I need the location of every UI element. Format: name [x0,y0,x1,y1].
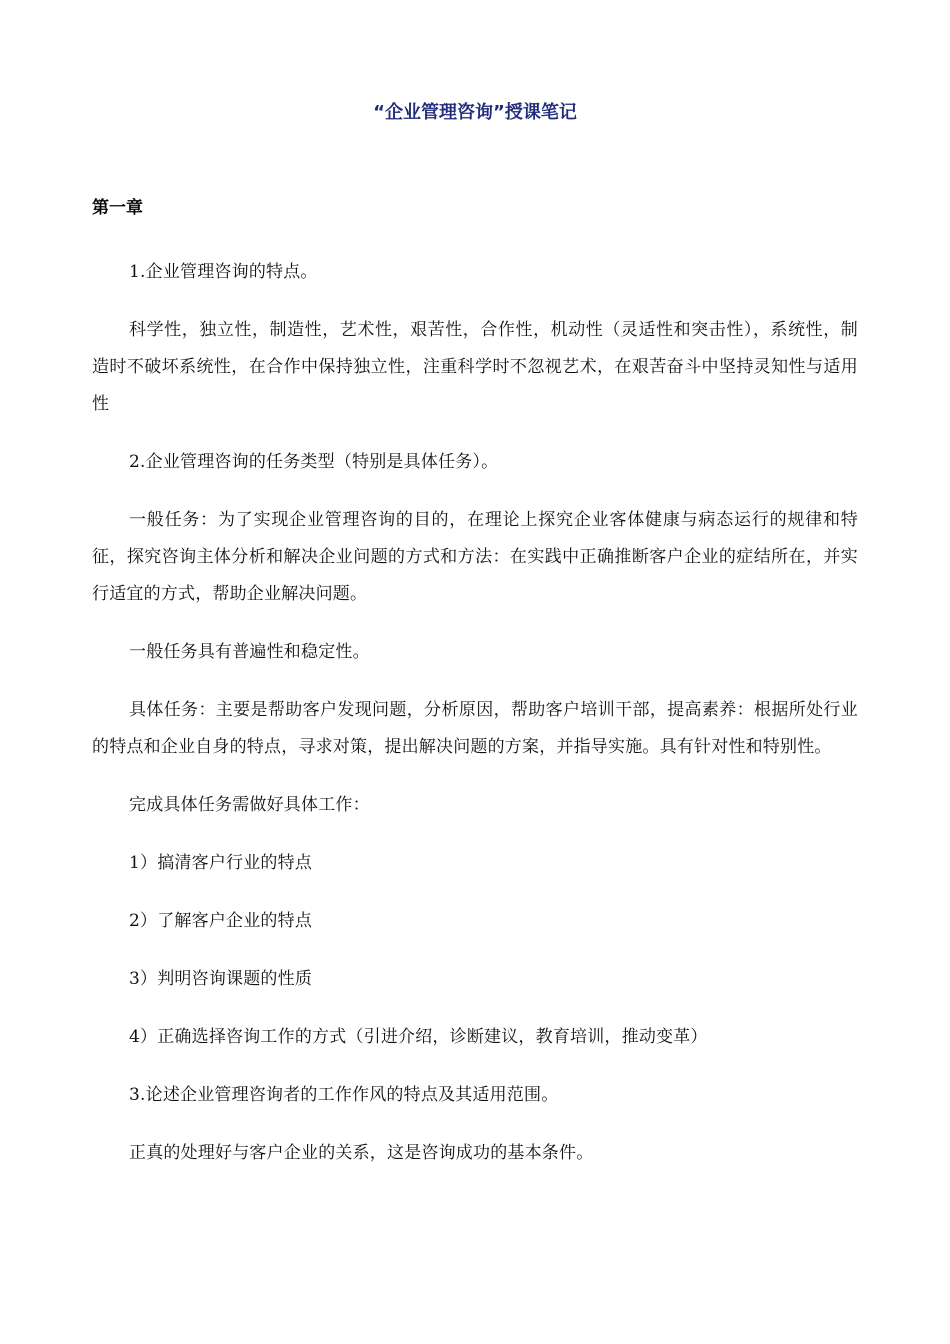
paragraph-12: 3.论述企业管理咨询者的工作作风的特点及其适用范围。 [129,1085,559,1105]
document-title: “企业管理咨询”授课笔记 [373,102,577,123]
paragraph-11: 4）正确选择咨询工作的方式（引进介绍，诊断建议，教育培训，推动变革） [129,1027,708,1047]
paragraph-13: 正真的处理好与客户企业的关系，这是咨询成功的基本条件。 [129,1143,594,1163]
paragraph-4: 一般任务：为了实现企业管理咨询的目的，在理论上探究企业客体健康与病态运行的规律和特征，探究咨询主体分析和解决企业问题的方式和方法：在实践中正确推断客户企业的症结所在，并实行适宜的方式，帮助企业解决问题。 [92,510,858,604]
paragraph-9: 2）了解客户企业的特点 [129,911,313,931]
paragraph-3: 2.企业管理咨询的任务类型（特别是具体任务）。 [129,452,499,472]
paragraph-7: 完成具体任务需做好具体工作： [129,795,370,815]
paragraph-6: 具体任务：主要是帮助客户发现问题，分析原因，帮助客户培训干部，提高素养：根据所处行业的特点和企业自身的特点，寻求对策，提出解决问题的方案，并指导实施。具有针对性和特别性。 [92,700,858,757]
paragraph-10: 3）判明咨询课题的性质 [129,969,313,989]
paragraph-2: 科学性，独立性，制造性，艺术性，艰苦性，合作性，机动性（灵适性和突击性），系统性，制造时不破坏系统性，在合作中保持独立性，注重科学时不忽视艺术，在艰苦奋斗中坚持灵知性与适用性 [92,320,858,414]
paragraph-8: 1）搞清客户行业的特点 [129,853,313,873]
paragraph-5: 一般任务具有普遍性和稳定性。 [129,642,370,662]
paragraph-1: 1.企业管理咨询的特点。 [129,262,318,282]
document-body [92,254,858,1193]
chapter-heading: 第一章 [92,198,143,218]
